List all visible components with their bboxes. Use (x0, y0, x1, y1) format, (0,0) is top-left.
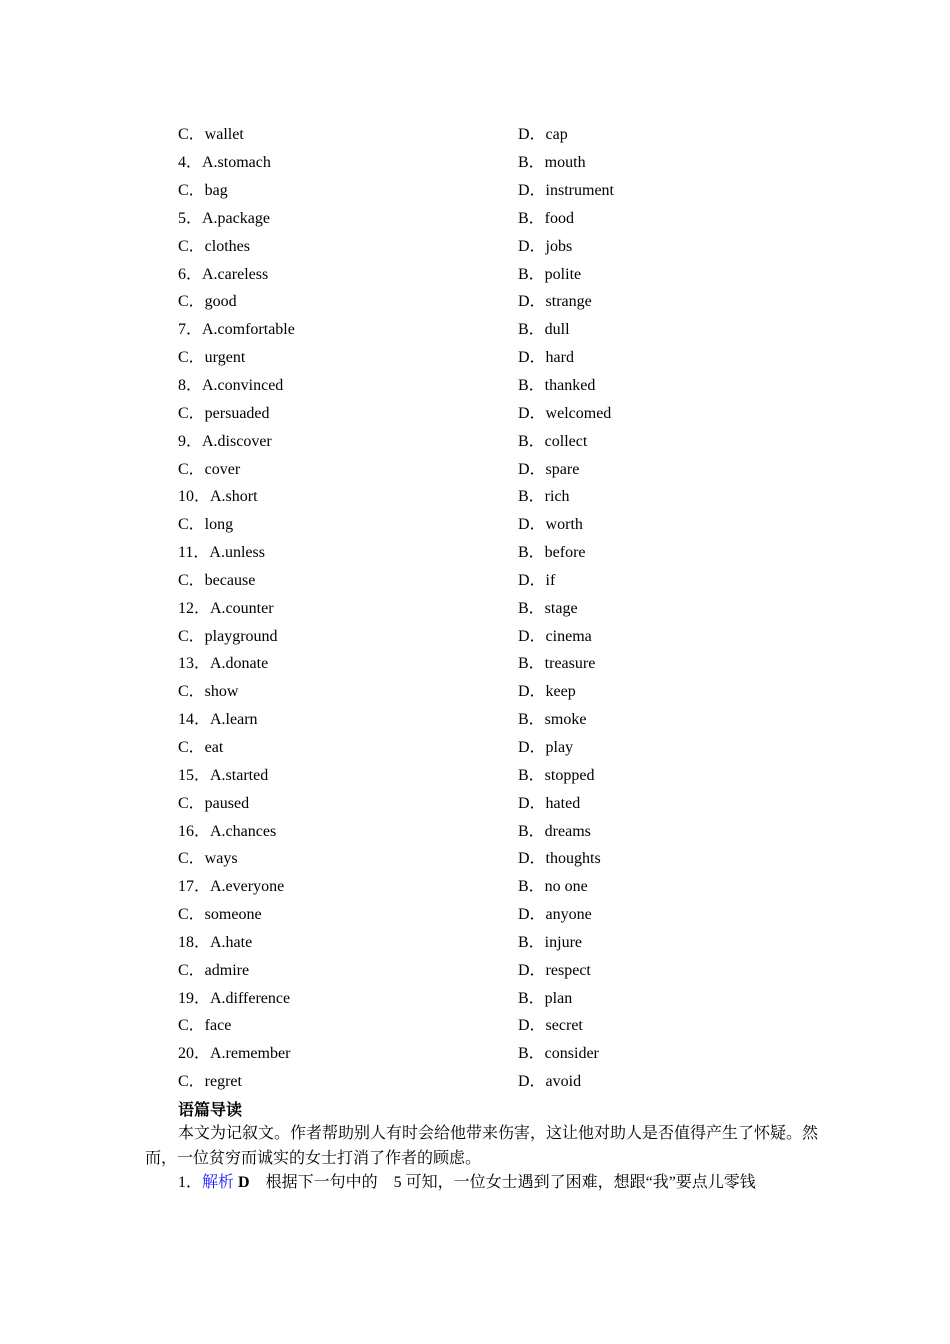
option-row (178, 230, 818, 258)
answer-letter: D (238, 1174, 250, 1191)
option-row (178, 342, 818, 370)
option-row (178, 1066, 818, 1094)
option-row (178, 119, 818, 147)
option-row (178, 620, 818, 648)
option-right: D．if (518, 571, 556, 589)
option-left: C．playground (178, 627, 278, 645)
option-right: B．stage (518, 599, 578, 617)
option-right: D．cap (518, 126, 568, 144)
option-right: D．spare (518, 460, 580, 478)
option-left: C．cover (178, 460, 241, 478)
option-right: B．no one (518, 878, 588, 896)
option-list (178, 119, 818, 1094)
option-row (178, 954, 818, 982)
option-row (178, 175, 818, 203)
option-right: B．dreams (518, 822, 591, 840)
option-row (178, 982, 818, 1010)
option-left: C．someone (178, 906, 262, 924)
option-row (178, 871, 818, 899)
intro-paragraph: 本文为记叙文。作者帮助别人有时会给他带来伤害，这让他对助人是否值得产生了怀疑。然而，一位贫穷而诚实的女士打消了作者的顾虑。 (145, 1125, 819, 1167)
option-right: D．anyone (518, 906, 592, 924)
option-right: B．stopped (518, 766, 595, 784)
option-left: C．urgent (178, 349, 246, 367)
option-row (178, 648, 818, 676)
option-left: 10．A.short (178, 488, 258, 506)
option-left: 6．A.careless (178, 265, 269, 283)
answer-number: 1． (178, 1174, 203, 1191)
option-right: D．jobs (518, 237, 573, 255)
option-row (178, 509, 818, 537)
option-left: 17．A.everyone (178, 878, 285, 896)
option-row (178, 759, 818, 787)
option-left: 4．A.stomach (178, 154, 271, 172)
option-right: B．collect (518, 432, 588, 450)
option-right: D．thoughts (518, 850, 601, 868)
option-left: 13．A.donate (178, 655, 269, 673)
option-left: 20．A.remember (178, 1045, 291, 1063)
option-left: 5．A.package (178, 209, 270, 227)
option-left: C．wallet (178, 126, 244, 144)
option-right: B．rich (518, 488, 570, 506)
option-left: 11．A.unless (178, 544, 265, 562)
answer-line (178, 1172, 756, 1194)
option-left: C．paused (178, 794, 250, 812)
option-right: B．mouth (518, 154, 586, 172)
option-left: C．because (178, 571, 256, 589)
option-right: D．cinema (518, 627, 592, 645)
option-left: 9．A.discover (178, 432, 272, 450)
option-right: B．thanked (518, 377, 596, 395)
option-right: B．injure (518, 933, 582, 951)
option-left: 15．A.started (178, 766, 269, 784)
option-row (178, 397, 818, 425)
option-row (178, 899, 818, 927)
option-right: B．before (518, 544, 586, 562)
option-row (178, 370, 818, 398)
option-row (178, 258, 818, 286)
option-right: B．dull (518, 321, 570, 339)
option-right: B．food (518, 209, 575, 227)
option-row (178, 425, 818, 453)
option-left: 8．A.convinced (178, 377, 284, 395)
option-left: C．regret (178, 1073, 242, 1091)
option-left: 18．A.hate (178, 933, 253, 951)
option-right: B．plan (518, 989, 573, 1007)
option-row (178, 1010, 818, 1038)
option-left: C．show (178, 683, 239, 701)
option-right: D．worth (518, 516, 583, 534)
option-left: C．good (178, 293, 237, 311)
option-row (178, 314, 818, 342)
option-right: D．instrument (518, 182, 614, 200)
option-row (178, 481, 818, 509)
option-right: D．keep (518, 683, 576, 701)
option-left: C．face (178, 1017, 232, 1035)
option-row (178, 453, 818, 481)
option-row (178, 1038, 818, 1066)
answer-text: 根据下一句中的 5 可知，一位女士遇到了困难，想跟“我”要点儿零钱 (249, 1174, 756, 1191)
option-right: B．smoke (518, 711, 587, 729)
option-right: D．avoid (518, 1073, 582, 1091)
option-row (178, 732, 818, 760)
option-row (178, 537, 818, 565)
option-right: D．secret (518, 1017, 583, 1035)
option-right: D．play (518, 738, 574, 756)
option-row (178, 843, 818, 871)
option-row (178, 147, 818, 175)
option-right: D．hated (518, 794, 581, 812)
option-row (178, 286, 818, 314)
answer-label: 解析 (202, 1174, 235, 1191)
option-left: C．bag (178, 182, 228, 200)
option-left: C．ways (178, 850, 238, 868)
option-row (178, 815, 818, 843)
option-left: C．persuaded (178, 404, 270, 422)
option-right: B．consider (518, 1045, 599, 1063)
option-left: C．admire (178, 961, 250, 979)
option-right: D．welcomed (518, 404, 612, 422)
option-row (178, 926, 818, 954)
option-left: 14．A.learn (178, 711, 258, 729)
option-right: B．polite (518, 265, 582, 283)
option-row (178, 592, 818, 620)
option-row (178, 676, 818, 704)
section-heading: 语篇导读 (178, 1102, 243, 1119)
option-left: C．long (178, 516, 234, 534)
option-right: D．respect (518, 961, 591, 979)
option-left: 19．A.difference (178, 989, 291, 1007)
option-right: B．treasure (518, 655, 596, 673)
option-row (178, 704, 818, 732)
option-left: 16．A.chances (178, 822, 277, 840)
option-left: 12．A.counter (178, 599, 274, 617)
option-row (178, 565, 818, 593)
option-row (178, 203, 818, 231)
option-row (178, 787, 818, 815)
option-left: C．eat (178, 738, 224, 756)
option-left: 7．A.comfortable (178, 321, 295, 339)
option-right: D．strange (518, 293, 592, 311)
option-left: C．clothes (178, 237, 250, 255)
option-right: D．hard (518, 349, 574, 367)
